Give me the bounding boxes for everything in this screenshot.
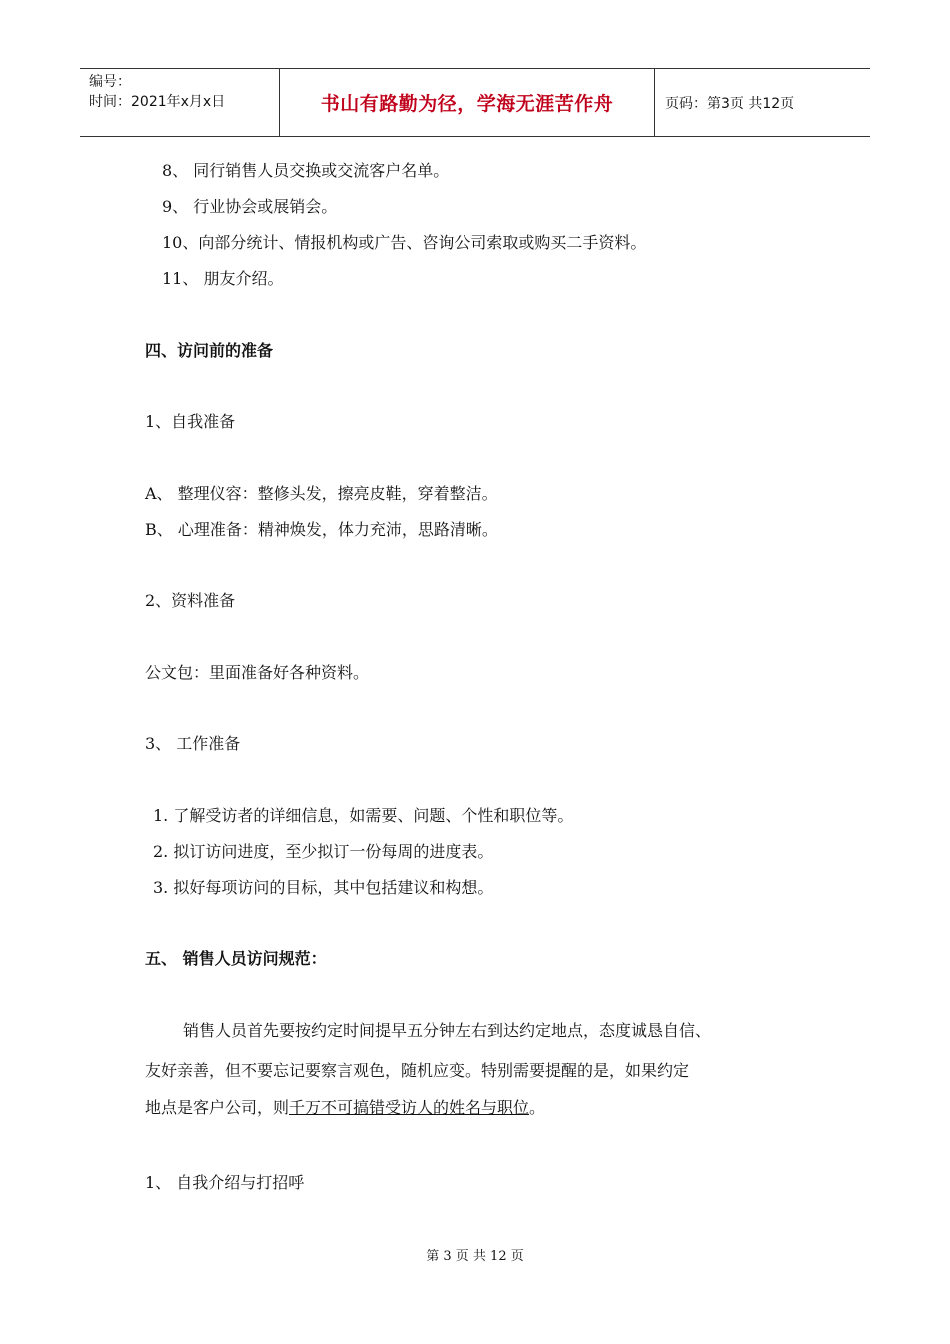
doc-time-label: 时间：2021年x月x日 <box>89 94 226 110</box>
page-header <box>80 68 870 137</box>
subsection-self-prep: 1、自我准备 <box>145 412 236 431</box>
subsection-self-intro: 1、 自我介绍与打招呼 <box>145 1173 305 1192</box>
header-page-info: 页码：第3页 共12页 <box>665 95 795 112</box>
list-item-a: A、 整理仪容：整修头发，擦亮皮鞋，穿着整洁。 <box>145 484 498 503</box>
list-item-9: 9、 行业协会或展销会。 <box>162 197 338 216</box>
briefcase-text: 公文包：里面准备好各种资料。 <box>145 663 370 682</box>
section-4-title: 四、访问前的准备 <box>145 341 274 360</box>
work-item-2: 2. 拟订访问进度，至少拟订一份每周的进度表。 <box>153 842 494 861</box>
list-item-11: 11、 朋友介绍。 <box>162 269 284 288</box>
paragraph-line-3-start: 地点是客户公司，则 <box>145 1098 290 1117</box>
section-5-title: 五、 销售人员访问规范： <box>145 949 327 968</box>
subsection-material-prep: 2、资料准备 <box>145 591 236 610</box>
doc-number-label: 编号： <box>89 74 131 90</box>
work-item-1: 1. 了解受访者的详细信息，如需要、问题、个性和职位等。 <box>153 806 574 825</box>
underlined-warning: 千万不可搞错受访人的姓名与职位 <box>289 1098 530 1117</box>
list-item-8: 8、 同行销售人员交换或交流客户名单。 <box>162 161 450 180</box>
paragraph-line-3 <box>145 1097 545 1119</box>
paragraph-line-3-end: 。 <box>529 1098 546 1117</box>
page-footer: 第 3 页 共 12 页 <box>426 1249 524 1264</box>
paragraph-line-2: 友好亲善，但不要忘记要察言观色，随机应变。特别需要提醒的是，如果约定 <box>145 1061 690 1080</box>
work-item-3: 3. 拟好每项访问的目标，其中包括建议和构想。 <box>153 878 494 897</box>
header-motto: 书山有路勤为径，学海无涯苦作舟 <box>280 69 655 136</box>
list-item-b: B、 心理准备：精神焕发，体力充沛，思路清晰。 <box>145 520 498 539</box>
subsection-work-prep: 3、 工作准备 <box>145 734 241 753</box>
paragraph-line-1: 销售人员首先要按约定时间提早五分钟左右到达约定地点，态度诚恳自信、 <box>183 1021 712 1040</box>
header-meta <box>80 69 280 136</box>
list-item-10: 10、向部分统计、情报机构或广告、咨询公司索取或购买二手资料。 <box>162 233 647 252</box>
